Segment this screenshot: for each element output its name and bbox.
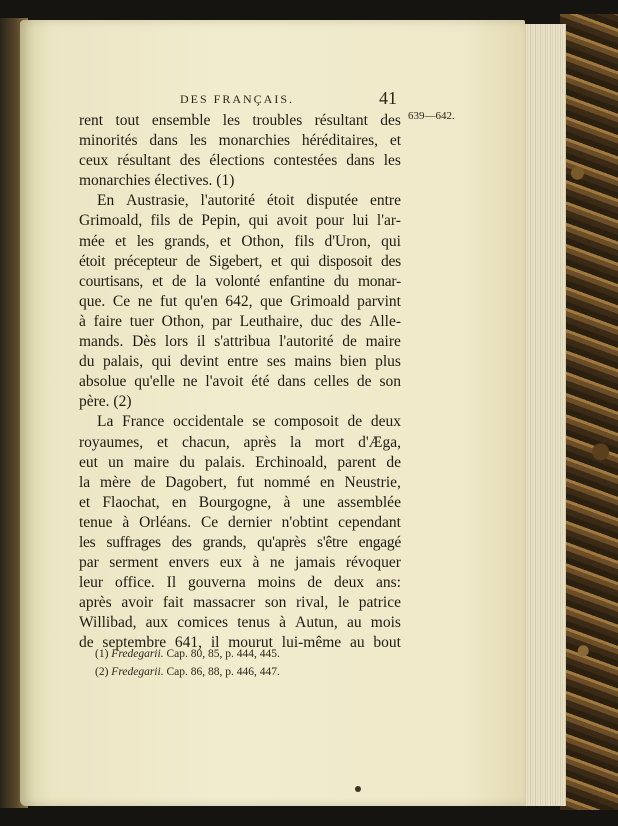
footnote-number: (1) <box>95 648 109 660</box>
ink-spot <box>355 786 361 792</box>
paragraph <box>79 191 401 412</box>
text-line: monarchies électives. (1) <box>79 172 235 190</box>
text-line: Willibad, aux comices tenus à Autun, au mois <box>79 614 401 632</box>
page-number: 41 <box>379 88 397 108</box>
text-line: la mère de Dagobert, fut nommé en Neustrie, <box>79 473 401 491</box>
text-line: eut un maire du palais. Erchinoald, parent de <box>79 453 401 471</box>
footnote-number: (2) <box>95 666 109 678</box>
text-line: par serment envers eux à ne jamais révoquer <box>79 554 401 572</box>
text-line: après avoir fait massacrer son rival, le patrice <box>79 594 401 612</box>
text-line: rent tout ensemble les troubles résultant des <box>79 112 401 129</box>
text-line: ceux résultant des élections contestées dans les <box>79 152 401 170</box>
text-line: de septembre 641, il mourut lui-même au bout <box>79 634 401 652</box>
running-header <box>180 88 397 110</box>
marbled-cover <box>560 14 618 810</box>
footnote <box>95 645 395 663</box>
footnote-reference: Cap. 80, 85, p. 444, 445. <box>166 648 280 660</box>
text-line: absolue qu'elle ne l'avoit été dans celles de son <box>79 373 401 391</box>
text-line: les suffrages des grands, qu'après s'être engagé <box>79 533 401 551</box>
text-line: royaumes, et chacun, après la mort d'Æga, <box>79 433 401 451</box>
text-line: que. Ce ne fut qu'en 642, que Grimoald parvint <box>79 292 401 310</box>
paragraph <box>79 111 401 191</box>
text-line: et Flaochat, en Bourgogne, à une assemblée <box>79 493 401 511</box>
text-line: leur office. Il gouverna moins de deux ans: <box>79 574 401 592</box>
text-line: étoit précepteur de Sigebert, et qui disposoit des <box>79 252 401 270</box>
text-line: minorités dans les monarchies héréditaires, et <box>79 132 401 150</box>
running-title: DES FRANÇAIS. <box>180 92 295 106</box>
footnote-source: Fredegarii. <box>111 648 164 660</box>
text-line: Grimoald, fils de Pepin, qui avoit pour lui l'ar- <box>79 212 401 230</box>
text-line: La France occidentale se composoit de deux <box>97 413 401 431</box>
margin-date-note: 639—642. <box>408 110 455 122</box>
footnote-source: Fredegarii. <box>111 666 164 678</box>
text-line: père. (2) <box>79 393 132 411</box>
text-line: à faire tuer Othon, par Leuthaire, duc des Alle- <box>79 312 401 330</box>
footnote <box>95 663 395 681</box>
text-line: mée et les grands, et Othon, fils d'Uron, qui <box>79 232 401 250</box>
text-line: tenue à Orléans. Ce dernier n'obtint cependant <box>79 513 401 531</box>
body-text <box>79 111 401 654</box>
footnotes <box>95 645 395 681</box>
footnote-reference: Cap. 86, 88, p. 446, 447. <box>166 666 280 678</box>
paragraph <box>79 412 401 653</box>
text-line: mands. Dès lors il s'attribua l'autorité de maire <box>79 333 401 351</box>
text-line: courtisans, et de la volonté enfantine du monar- <box>79 272 401 290</box>
text-line: En Austrasie, l'autorité étoit disputée entre <box>97 192 401 210</box>
text-line: du palais, qui devint entre ses mains bien plus <box>79 353 401 371</box>
